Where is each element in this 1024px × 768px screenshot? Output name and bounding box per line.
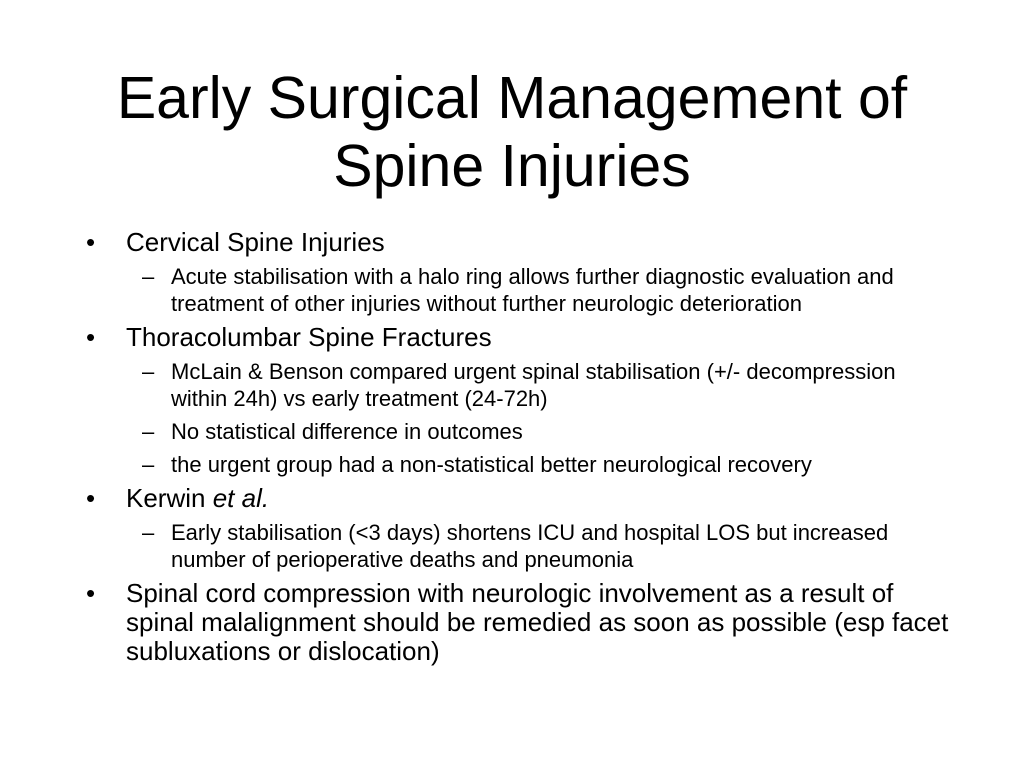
sub-bullet-marker: – bbox=[142, 419, 155, 444]
sub-bullet-text: No statistical difference in outcomes bbox=[171, 419, 523, 444]
bullet-text: Thoracolumbar Spine Fractures bbox=[126, 322, 492, 352]
sub-bullet-item bbox=[126, 418, 956, 445]
sub-bullet-marker: – bbox=[142, 359, 155, 384]
sub-bullet-item bbox=[126, 263, 956, 317]
bullet-text: Spinal cord compression with neurologic involvement as a result of spinal malalignment should be remedied as soon as possible (esp facet subluxations or dislocation) bbox=[126, 578, 949, 666]
sub-bullet-list bbox=[126, 519, 956, 573]
bullet-item-spinal-cord-compression bbox=[86, 579, 956, 666]
sub-bullet-item bbox=[126, 519, 956, 573]
bullet-text-italic: et al. bbox=[212, 483, 270, 513]
bullet-item-thoracolumbar bbox=[86, 323, 956, 478]
bullet-item-cervical bbox=[86, 228, 956, 317]
slide-title-line-2: Spine Injuries bbox=[333, 133, 691, 199]
bullet-marker: • bbox=[86, 227, 96, 257]
slide-title-line-1: Early Surgical Management of bbox=[116, 65, 908, 131]
sub-bullet-marker: – bbox=[142, 452, 155, 477]
sub-bullet-text: Early stabilisation (<3 days) shortens ICU and hospital LOS but increased number of perioperative deaths and pneumonia bbox=[171, 520, 889, 572]
bullet-marker: • bbox=[86, 483, 96, 513]
sub-bullet-list bbox=[126, 358, 956, 478]
sub-bullet-text: Acute stabilisation with a halo ring allows further diagnostic evaluation and treatment of other injuries without further neurologic deterioration bbox=[171, 264, 894, 316]
slide-title bbox=[60, 64, 964, 200]
sub-bullet-item bbox=[126, 358, 956, 412]
bullet-marker: • bbox=[86, 578, 96, 608]
sub-bullet-item bbox=[126, 451, 956, 478]
bullet-list bbox=[86, 228, 956, 666]
sub-bullet-marker: – bbox=[142, 264, 155, 289]
bullet-marker: • bbox=[86, 322, 96, 352]
sub-bullet-list bbox=[126, 263, 956, 317]
sub-bullet-text: the urgent group had a non-statistical better neurological recovery bbox=[171, 452, 812, 477]
bullet-item-kerwin bbox=[86, 484, 956, 573]
sub-bullet-text: McLain & Benson compared urgent spinal stabilisation (+/- decompression within 24h) vs early treatment (24-72h) bbox=[171, 359, 896, 411]
bullet-text: Cervical Spine Injuries bbox=[126, 227, 385, 257]
sub-bullet-marker: – bbox=[142, 520, 155, 545]
bullet-text: Kerwin bbox=[126, 483, 213, 513]
